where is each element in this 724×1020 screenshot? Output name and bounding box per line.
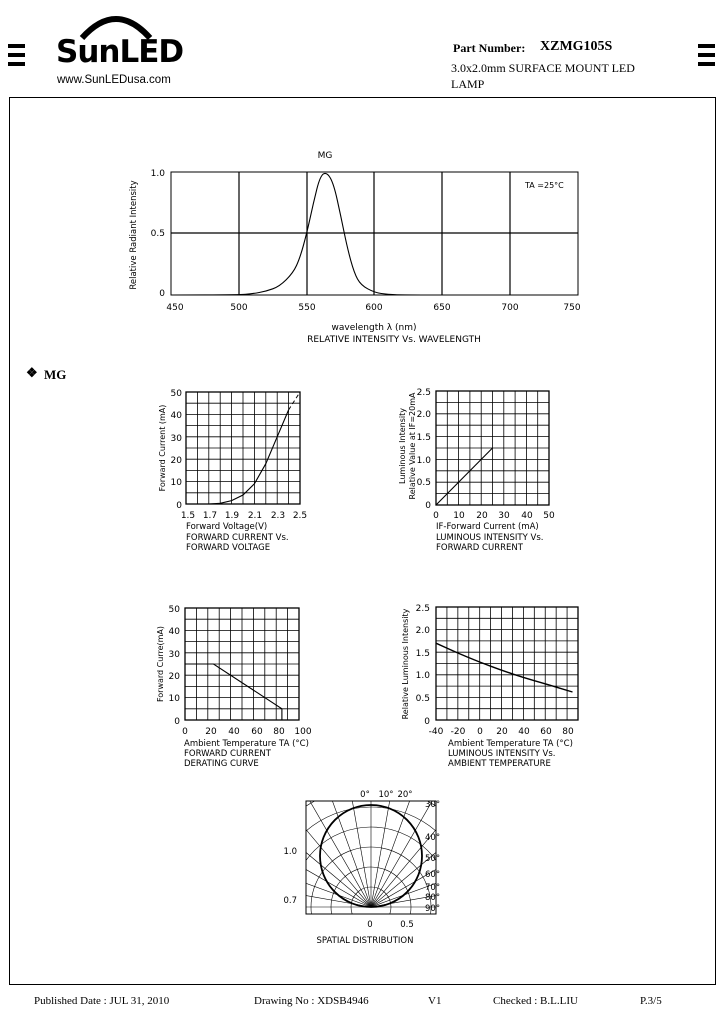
lum-temp-xlabel: Ambient Temperature TA (°C) bbox=[448, 739, 573, 749]
footer-published: Published Date : JUL 31, 2010 bbox=[34, 995, 170, 1007]
y-tick: 1.0 bbox=[150, 169, 165, 179]
lum-if-caption2: FORWARD CURRENT bbox=[436, 543, 523, 553]
iv-ylabel: Forward Current (mA) bbox=[158, 404, 167, 492]
iv-x-ticks bbox=[181, 511, 307, 521]
x-tick: 2.3 bbox=[270, 511, 286, 521]
lum-if-xlabel: IF-Forward Current (mA) bbox=[436, 522, 539, 532]
iv-xlabel: Forward Voltage(V) bbox=[186, 522, 268, 532]
section-marker: ❖ bbox=[26, 366, 38, 381]
x-tick: 600 bbox=[365, 303, 383, 313]
derating-xlabel: Ambient Temperature TA (°C) bbox=[184, 739, 309, 749]
derating-caption1: FORWARD CURRENT bbox=[184, 749, 271, 759]
spectrum-caption: RELATIVE INTENSITY Vs. WAVELENGTH bbox=[307, 335, 481, 345]
x-tick: 60 bbox=[251, 727, 263, 737]
y-tick: 40 bbox=[170, 411, 182, 421]
x-tick: 700 bbox=[501, 303, 519, 313]
y-tick: 20 bbox=[168, 672, 180, 682]
section-title: MG bbox=[44, 367, 67, 382]
y-tick: 0 bbox=[174, 717, 180, 727]
y-tick: 10 bbox=[168, 694, 180, 704]
y-tick: 30 bbox=[170, 434, 182, 444]
top-label: 10° bbox=[378, 790, 394, 800]
iv-caption1: FORWARD CURRENT Vs. bbox=[186, 533, 289, 543]
derating-x-ticks bbox=[182, 727, 312, 737]
lum-if-y-ticks bbox=[417, 388, 432, 511]
derating-ylabel: Forward Curre(mA) bbox=[156, 625, 165, 703]
x-tick: 0 bbox=[433, 511, 439, 521]
iv-chart bbox=[150, 380, 330, 560]
right-label: 90° bbox=[425, 904, 441, 914]
left-label: 1.0 bbox=[283, 847, 297, 857]
x-tick: 2.1 bbox=[247, 511, 263, 521]
footer-drawing: Drawing No : XDSB4946 bbox=[254, 995, 369, 1007]
lum-temp-caption1: LUMINOUS INTENSITY Vs. bbox=[448, 749, 556, 759]
top-label: 0° bbox=[360, 790, 370, 800]
x-tick: 20 bbox=[476, 511, 488, 521]
lum-if-x-ticks bbox=[433, 511, 555, 521]
derating-y-ticks bbox=[169, 605, 181, 727]
iv-y-ticks bbox=[171, 389, 183, 511]
x-tick: 750 bbox=[563, 303, 581, 313]
x-tick: 650 bbox=[433, 303, 451, 313]
right-label: 70° bbox=[425, 883, 441, 893]
lum-temp-series-line bbox=[436, 643, 573, 692]
spectrum-annotation: TA =25°C bbox=[525, 181, 564, 190]
spectrum-chart bbox=[110, 140, 610, 352]
iv-series-dashed bbox=[289, 392, 300, 410]
derating-caption2: DERATING CURVE bbox=[184, 759, 259, 769]
y-tick: 1.0 bbox=[415, 671, 430, 681]
iv-series-line bbox=[209, 410, 289, 504]
lum-if-ylabel2: Relative Value at IF=20mA bbox=[408, 392, 417, 500]
header-bars-left bbox=[8, 44, 25, 71]
x-tick: 80 bbox=[273, 727, 285, 737]
spectrum-xlabel: wavelength λ (nm) bbox=[331, 323, 417, 333]
lum-temp-caption2: AMBIENT TEMPERATURE bbox=[448, 759, 551, 769]
y-tick: 0 bbox=[425, 501, 431, 511]
lum-if-series-line bbox=[436, 448, 493, 505]
left-label: 0.7 bbox=[283, 896, 297, 906]
x-tick: 100 bbox=[294, 727, 312, 737]
spectrum-ylabel: Relative Radiant Intensity bbox=[129, 180, 139, 290]
y-tick: 2.5 bbox=[415, 604, 430, 614]
y-tick: 0.5 bbox=[150, 229, 165, 239]
x-tick: 10 bbox=[453, 511, 465, 521]
spatial-ray bbox=[336, 784, 371, 907]
x-tick: 50 bbox=[543, 511, 555, 521]
x-tick: 500 bbox=[230, 303, 248, 313]
x-tick: 450 bbox=[166, 303, 184, 313]
spectrum-x-ticks bbox=[166, 303, 580, 313]
y-tick: 1.5 bbox=[416, 433, 431, 443]
spatial-ray bbox=[371, 784, 406, 907]
part-number-label: Part Number: bbox=[453, 41, 526, 55]
y-tick: 50 bbox=[170, 389, 182, 399]
x-tick: 2.5 bbox=[292, 511, 308, 521]
y-tick: 2.0 bbox=[415, 626, 430, 636]
lum-temp-x-ticks bbox=[429, 727, 574, 737]
top-label: 20° bbox=[397, 790, 413, 800]
y-tick: 0 bbox=[176, 501, 182, 511]
x-tick: 0 bbox=[477, 727, 483, 737]
description-line1: 3.0x2.0mm SURFACE MOUNT LED bbox=[451, 61, 635, 75]
x-tick: 20 bbox=[205, 727, 217, 737]
y-tick: 0 bbox=[424, 717, 430, 727]
x-tick: 20 bbox=[496, 727, 508, 737]
y-tick: 2.5 bbox=[416, 388, 431, 398]
lum-temp-ylabel: Relative Luminous Intensity bbox=[401, 608, 410, 720]
footer-rule bbox=[9, 984, 716, 985]
y-tick: 1.0 bbox=[416, 456, 431, 466]
x-tick: 550 bbox=[298, 303, 316, 313]
x-tick: -40 bbox=[428, 727, 444, 737]
x-tick: 80 bbox=[562, 727, 574, 737]
x-tick: 1.7 bbox=[202, 511, 218, 521]
iv-caption2: FORWARD VOLTAGE bbox=[186, 543, 271, 553]
y-tick: 0.5 bbox=[415, 694, 430, 704]
x-tick: 60 bbox=[540, 727, 552, 737]
y-tick: 40 bbox=[168, 627, 180, 637]
footer-page: P.3/5 bbox=[640, 995, 662, 1007]
footer-version: V1 bbox=[428, 995, 442, 1007]
x-tick: 40 bbox=[228, 727, 240, 737]
right-label: 40° bbox=[425, 833, 441, 843]
bottom-label: 0 bbox=[367, 920, 373, 930]
spectrum-y-ticks bbox=[151, 169, 166, 299]
spatial-ray bbox=[303, 784, 371, 907]
footer-checked: Checked : B.L.LIU bbox=[493, 995, 578, 1007]
right-label: 50° bbox=[425, 854, 441, 864]
spatial-arc bbox=[271, 807, 470, 954]
logo-text: SunLED bbox=[56, 34, 184, 70]
y-tick: 0.5 bbox=[416, 478, 431, 488]
lum-if-ylabel1: Luminous Intensity bbox=[398, 408, 407, 484]
derating-series-line bbox=[185, 664, 282, 720]
y-tick: 10 bbox=[170, 478, 182, 488]
x-tick: 40 bbox=[521, 511, 533, 521]
y-tick: 30 bbox=[168, 650, 180, 660]
y-tick: 50 bbox=[168, 605, 180, 615]
header-bars-right bbox=[698, 44, 715, 71]
lum-if-caption1: LUMINOUS INTENSITY Vs. bbox=[436, 533, 544, 543]
y-tick: 0 bbox=[159, 289, 165, 299]
lum-temp-y-ticks bbox=[416, 604, 431, 727]
spatial-distribution-chart bbox=[270, 784, 470, 954]
x-tick: 1.5 bbox=[180, 511, 196, 521]
spatial-caption: SPATIAL DISTRIBUTION bbox=[316, 936, 414, 946]
description-line2: LAMP bbox=[451, 77, 485, 91]
x-tick: 40 bbox=[518, 727, 530, 737]
part-number: XZMG105S bbox=[540, 39, 613, 54]
y-tick: 2.0 bbox=[416, 410, 431, 420]
x-tick: 0 bbox=[182, 727, 188, 737]
right-label: 30° bbox=[425, 800, 441, 810]
lum-temp-chart bbox=[390, 596, 590, 776]
x-tick: 30 bbox=[498, 511, 510, 521]
bottom-label: 0.5 bbox=[400, 920, 414, 930]
y-tick: 20 bbox=[170, 456, 182, 466]
x-tick: -20 bbox=[450, 727, 466, 737]
derating-chart bbox=[150, 596, 330, 776]
logo-url: www.SunLEDusa.com bbox=[57, 74, 171, 86]
y-tick: 1.5 bbox=[415, 649, 430, 659]
right-label: 80° bbox=[425, 893, 441, 903]
x-tick: 1.9 bbox=[224, 511, 240, 521]
lum-if-chart bbox=[390, 380, 570, 560]
right-label: 60° bbox=[425, 870, 441, 880]
spectrum-title: MG bbox=[317, 151, 333, 161]
